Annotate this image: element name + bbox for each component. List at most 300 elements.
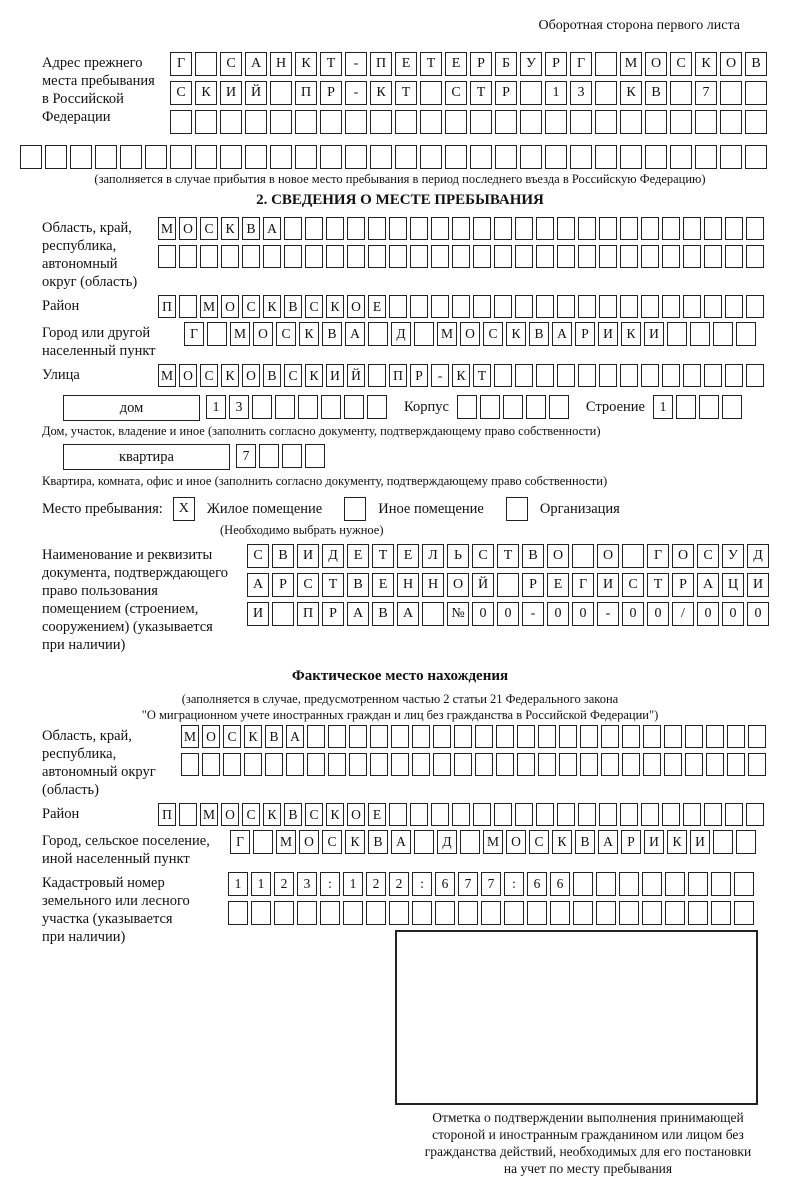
char-box[interactable] — [620, 364, 638, 387]
char-box[interactable] — [641, 217, 659, 240]
char-box[interactable] — [420, 145, 442, 169]
stay-checkbox-inoe[interactable] — [344, 497, 366, 521]
char-box[interactable]: С — [242, 803, 260, 826]
char-box[interactable] — [297, 901, 317, 925]
char-box[interactable]: М — [276, 830, 296, 854]
char-box[interactable] — [368, 245, 386, 268]
char-box[interactable] — [265, 753, 283, 776]
char-box[interactable] — [228, 901, 248, 925]
stay-checkbox-zhiloe[interactable]: X — [173, 497, 195, 521]
char-box[interactable] — [727, 725, 745, 748]
char-box[interactable] — [366, 901, 386, 925]
char-box[interactable] — [282, 444, 302, 468]
char-box[interactable]: И — [598, 322, 618, 346]
char-box[interactable]: Р — [322, 602, 344, 626]
char-box[interactable]: П — [158, 803, 176, 826]
char-box[interactable]: О — [547, 544, 569, 568]
char-box[interactable] — [305, 217, 323, 240]
char-box[interactable] — [641, 803, 659, 826]
char-box[interactable] — [494, 364, 512, 387]
char-box[interactable] — [527, 901, 547, 925]
char-box[interactable] — [736, 322, 756, 346]
char-box[interactable] — [643, 753, 661, 776]
char-box[interactable]: Т — [647, 573, 669, 597]
char-box[interactable] — [670, 110, 692, 134]
char-box[interactable] — [45, 145, 67, 169]
char-box[interactable]: С — [305, 803, 323, 826]
char-box[interactable]: Б — [495, 52, 517, 76]
char-box[interactable] — [670, 145, 692, 169]
char-box[interactable]: К — [695, 52, 717, 76]
char-box[interactable] — [473, 803, 491, 826]
char-box[interactable] — [725, 295, 743, 318]
char-box[interactable] — [545, 145, 567, 169]
char-box[interactable] — [570, 110, 592, 134]
char-box[interactable]: О — [347, 295, 365, 318]
char-box[interactable] — [515, 245, 533, 268]
char-box[interactable] — [473, 245, 491, 268]
char-box[interactable] — [412, 725, 430, 748]
char-box[interactable] — [220, 145, 242, 169]
char-box[interactable] — [452, 217, 470, 240]
char-box[interactable]: О — [253, 322, 273, 346]
char-box[interactable] — [570, 145, 592, 169]
char-box[interactable]: Ь — [447, 544, 469, 568]
char-box[interactable]: - — [345, 81, 367, 105]
char-box[interactable]: С — [697, 544, 719, 568]
char-box[interactable]: 2 — [366, 872, 386, 896]
char-box[interactable] — [601, 725, 619, 748]
char-box[interactable]: 1 — [545, 81, 567, 105]
char-box[interactable]: С — [284, 364, 302, 387]
char-box[interactable] — [711, 872, 731, 896]
char-box[interactable] — [473, 217, 491, 240]
char-box[interactable] — [683, 295, 701, 318]
char-box[interactable] — [274, 901, 294, 925]
char-box[interactable]: П — [158, 295, 176, 318]
char-box[interactable]: С — [472, 544, 494, 568]
char-box[interactable]: С — [220, 52, 242, 76]
char-box[interactable] — [422, 602, 444, 626]
char-box[interactable]: М — [620, 52, 642, 76]
char-box[interactable]: Г — [170, 52, 192, 76]
char-box[interactable]: К — [326, 803, 344, 826]
char-box[interactable] — [662, 245, 680, 268]
char-box[interactable]: Ц — [722, 573, 744, 597]
char-box[interactable] — [272, 602, 294, 626]
char-box[interactable]: Е — [368, 803, 386, 826]
char-box[interactable]: С — [445, 81, 467, 105]
char-box[interactable]: Н — [397, 573, 419, 597]
char-box[interactable] — [503, 395, 523, 419]
char-box[interactable] — [202, 753, 220, 776]
char-box[interactable]: К — [620, 81, 642, 105]
char-box[interactable]: С — [297, 573, 319, 597]
char-box[interactable] — [545, 110, 567, 134]
char-box[interactable]: Г — [570, 52, 592, 76]
char-box[interactable]: 1 — [228, 872, 248, 896]
char-box[interactable]: Р — [410, 364, 428, 387]
char-box[interactable] — [725, 217, 743, 240]
char-box[interactable] — [452, 803, 470, 826]
char-box[interactable] — [557, 803, 575, 826]
char-box[interactable]: Й — [245, 81, 267, 105]
char-box[interactable]: А — [286, 725, 304, 748]
char-box[interactable]: 7 — [236, 444, 256, 468]
char-box[interactable] — [270, 145, 292, 169]
char-box[interactable] — [295, 110, 317, 134]
char-box[interactable] — [704, 295, 722, 318]
char-box[interactable] — [720, 110, 742, 134]
char-box[interactable] — [536, 245, 554, 268]
char-box[interactable]: Д — [391, 322, 411, 346]
char-box[interactable]: В — [272, 544, 294, 568]
char-box[interactable]: М — [230, 322, 250, 346]
char-box[interactable] — [596, 901, 616, 925]
char-box[interactable]: Й — [347, 364, 365, 387]
char-box[interactable]: К — [305, 364, 323, 387]
char-box[interactable] — [515, 217, 533, 240]
char-box[interactable] — [345, 145, 367, 169]
char-box[interactable] — [433, 725, 451, 748]
char-box[interactable] — [494, 295, 512, 318]
char-box[interactable] — [734, 872, 754, 896]
char-box[interactable] — [595, 52, 617, 76]
char-box[interactable] — [389, 295, 407, 318]
char-box[interactable]: И — [644, 830, 664, 854]
char-box[interactable] — [497, 573, 519, 597]
char-box[interactable] — [414, 830, 434, 854]
char-box[interactable]: 6 — [527, 872, 547, 896]
char-box[interactable] — [722, 395, 742, 419]
char-box[interactable] — [170, 110, 192, 134]
char-box[interactable] — [452, 245, 470, 268]
char-box[interactable]: М — [200, 295, 218, 318]
char-box[interactable] — [410, 803, 428, 826]
char-box[interactable] — [676, 395, 696, 419]
char-box[interactable]: Н — [270, 52, 292, 76]
char-box[interactable]: А — [263, 217, 281, 240]
char-box[interactable]: С — [670, 52, 692, 76]
char-box[interactable]: О — [460, 322, 480, 346]
char-box[interactable]: Н — [422, 573, 444, 597]
char-box[interactable] — [395, 110, 417, 134]
char-box[interactable] — [320, 145, 342, 169]
char-box[interactable]: 1 — [653, 395, 673, 419]
char-box[interactable] — [620, 245, 638, 268]
char-box[interactable]: О — [179, 364, 197, 387]
char-box[interactable] — [688, 901, 708, 925]
char-box[interactable] — [349, 725, 367, 748]
char-box[interactable]: 6 — [435, 872, 455, 896]
char-box[interactable] — [578, 803, 596, 826]
char-box[interactable] — [641, 295, 659, 318]
char-box[interactable]: 2 — [389, 872, 409, 896]
char-box[interactable]: 0 — [647, 602, 669, 626]
char-box[interactable] — [620, 110, 642, 134]
char-box[interactable] — [704, 364, 722, 387]
char-box[interactable] — [95, 145, 117, 169]
char-box[interactable] — [270, 110, 292, 134]
char-box[interactable] — [620, 145, 642, 169]
char-box[interactable] — [517, 753, 535, 776]
char-box[interactable] — [619, 872, 639, 896]
char-box[interactable] — [470, 145, 492, 169]
char-box[interactable]: 7 — [481, 872, 501, 896]
char-box[interactable] — [391, 725, 409, 748]
char-box[interactable] — [599, 295, 617, 318]
char-box[interactable] — [457, 395, 477, 419]
char-box[interactable] — [431, 245, 449, 268]
char-box[interactable]: В — [575, 830, 595, 854]
char-box[interactable]: И — [597, 573, 619, 597]
char-box[interactable]: 0 — [722, 602, 744, 626]
char-box[interactable]: О — [597, 544, 619, 568]
char-box[interactable] — [642, 872, 662, 896]
char-box[interactable] — [284, 217, 302, 240]
char-box[interactable]: : — [412, 872, 432, 896]
char-box[interactable]: У — [722, 544, 744, 568]
char-box[interactable]: В — [372, 602, 394, 626]
char-box[interactable]: К — [452, 364, 470, 387]
char-box[interactable] — [389, 901, 409, 925]
char-box[interactable] — [494, 803, 512, 826]
char-box[interactable] — [538, 725, 556, 748]
char-box[interactable]: К — [506, 322, 526, 346]
char-box[interactable]: : — [320, 872, 340, 896]
char-box[interactable]: К — [552, 830, 572, 854]
char-box[interactable]: О — [672, 544, 694, 568]
char-box[interactable] — [195, 52, 217, 76]
char-box[interactable] — [435, 901, 455, 925]
char-box[interactable]: В — [745, 52, 767, 76]
char-box[interactable] — [389, 217, 407, 240]
char-box[interactable] — [695, 145, 717, 169]
char-box[interactable]: К — [263, 803, 281, 826]
char-box[interactable]: А — [397, 602, 419, 626]
char-box[interactable]: С — [223, 725, 241, 748]
char-box[interactable] — [578, 364, 596, 387]
char-box[interactable] — [470, 110, 492, 134]
char-box[interactable] — [251, 901, 271, 925]
char-box[interactable]: К — [370, 81, 392, 105]
char-box[interactable] — [412, 753, 430, 776]
char-box[interactable]: Л — [422, 544, 444, 568]
char-box[interactable] — [431, 295, 449, 318]
char-box[interactable]: М — [181, 725, 199, 748]
char-box[interactable]: О — [221, 803, 239, 826]
char-box[interactable] — [349, 753, 367, 776]
char-box[interactable] — [431, 803, 449, 826]
char-box[interactable] — [550, 901, 570, 925]
char-box[interactable]: Е — [347, 544, 369, 568]
char-box[interactable] — [480, 395, 500, 419]
char-box[interactable] — [699, 395, 719, 419]
char-box[interactable]: Р — [621, 830, 641, 854]
char-box[interactable] — [727, 753, 745, 776]
char-box[interactable] — [320, 110, 342, 134]
char-box[interactable]: С — [200, 364, 218, 387]
char-box[interactable] — [307, 753, 325, 776]
char-box[interactable] — [520, 81, 542, 105]
char-box[interactable] — [736, 830, 756, 854]
char-box[interactable]: 6 — [550, 872, 570, 896]
char-box[interactable] — [536, 364, 554, 387]
char-box[interactable] — [242, 245, 260, 268]
char-box[interactable]: 0 — [472, 602, 494, 626]
char-box[interactable] — [595, 110, 617, 134]
stay-checkbox-organizaciya[interactable] — [506, 497, 528, 521]
char-box[interactable] — [252, 395, 272, 419]
char-box[interactable]: К — [221, 364, 239, 387]
char-box[interactable] — [685, 725, 703, 748]
char-box[interactable]: К — [221, 217, 239, 240]
char-box[interactable] — [495, 145, 517, 169]
char-box[interactable] — [179, 245, 197, 268]
char-box[interactable] — [286, 753, 304, 776]
char-box[interactable] — [559, 725, 577, 748]
char-box[interactable]: Г — [572, 573, 594, 597]
char-box[interactable] — [725, 364, 743, 387]
char-box[interactable] — [431, 217, 449, 240]
char-box[interactable]: С — [200, 217, 218, 240]
char-box[interactable]: А — [552, 322, 572, 346]
char-box[interactable]: 3 — [297, 872, 317, 896]
char-box[interactable] — [145, 145, 167, 169]
char-box[interactable] — [275, 395, 295, 419]
char-box[interactable] — [745, 145, 767, 169]
char-box[interactable] — [711, 901, 731, 925]
char-box[interactable] — [412, 901, 432, 925]
char-box[interactable] — [557, 295, 575, 318]
char-box[interactable]: В — [522, 544, 544, 568]
char-box[interactable] — [305, 245, 323, 268]
char-box[interactable]: Д — [747, 544, 769, 568]
char-box[interactable] — [595, 145, 617, 169]
char-box[interactable] — [389, 803, 407, 826]
char-box[interactable] — [557, 364, 575, 387]
char-box[interactable] — [270, 81, 292, 105]
char-box[interactable] — [295, 145, 317, 169]
char-box[interactable] — [665, 872, 685, 896]
char-box[interactable]: В — [263, 364, 281, 387]
char-box[interactable] — [395, 145, 417, 169]
char-box[interactable] — [343, 901, 363, 925]
char-box[interactable] — [664, 753, 682, 776]
char-box[interactable] — [307, 725, 325, 748]
char-box[interactable]: А — [391, 830, 411, 854]
char-box[interactable] — [245, 145, 267, 169]
char-box[interactable] — [578, 295, 596, 318]
char-box[interactable]: Д — [437, 830, 457, 854]
char-box[interactable]: И — [297, 544, 319, 568]
char-box[interactable]: № — [447, 602, 469, 626]
char-box[interactable]: 1 — [343, 872, 363, 896]
char-box[interactable]: А — [247, 573, 269, 597]
char-box[interactable]: О — [447, 573, 469, 597]
char-box[interactable] — [410, 295, 428, 318]
char-box[interactable] — [664, 725, 682, 748]
char-box[interactable]: М — [437, 322, 457, 346]
char-box[interactable] — [515, 364, 533, 387]
char-box[interactable] — [706, 753, 724, 776]
char-box[interactable] — [158, 245, 176, 268]
char-box[interactable]: 0 — [697, 602, 719, 626]
char-box[interactable]: И — [247, 602, 269, 626]
char-box[interactable]: Е — [372, 573, 394, 597]
char-box[interactable] — [321, 395, 341, 419]
char-box[interactable] — [420, 110, 442, 134]
char-box[interactable]: В — [529, 322, 549, 346]
char-box[interactable] — [695, 110, 717, 134]
char-box[interactable] — [578, 245, 596, 268]
char-box[interactable] — [454, 725, 472, 748]
char-box[interactable] — [370, 110, 392, 134]
char-box[interactable] — [748, 753, 766, 776]
char-box[interactable] — [573, 901, 593, 925]
char-box[interactable]: О — [299, 830, 319, 854]
char-box[interactable]: 0 — [622, 602, 644, 626]
char-box[interactable] — [473, 295, 491, 318]
char-box[interactable] — [245, 110, 267, 134]
char-box[interactable] — [70, 145, 92, 169]
char-box[interactable]: 1 — [206, 395, 226, 419]
char-box[interactable]: К — [667, 830, 687, 854]
char-box[interactable]: К — [621, 322, 641, 346]
char-box[interactable] — [389, 245, 407, 268]
char-box[interactable]: С — [529, 830, 549, 854]
char-box[interactable]: 3 — [229, 395, 249, 419]
char-box[interactable]: Е — [547, 573, 569, 597]
char-box[interactable] — [253, 830, 273, 854]
char-box[interactable]: С — [622, 573, 644, 597]
char-box[interactable]: И — [644, 322, 664, 346]
char-box[interactable] — [370, 725, 388, 748]
char-box[interactable] — [683, 245, 701, 268]
char-box[interactable]: К — [299, 322, 319, 346]
char-box[interactable]: С — [247, 544, 269, 568]
char-box[interactable] — [391, 753, 409, 776]
char-box[interactable] — [481, 901, 501, 925]
char-box[interactable] — [368, 322, 388, 346]
char-box[interactable] — [207, 322, 227, 346]
char-box[interactable]: Р — [495, 81, 517, 105]
char-box[interactable] — [326, 245, 344, 268]
char-box[interactable]: А — [347, 602, 369, 626]
char-box[interactable] — [298, 395, 318, 419]
char-box[interactable] — [746, 364, 764, 387]
char-box[interactable]: В — [265, 725, 283, 748]
char-box[interactable]: Е — [368, 295, 386, 318]
char-box[interactable] — [263, 245, 281, 268]
char-box[interactable] — [515, 803, 533, 826]
char-box[interactable] — [494, 217, 512, 240]
char-box[interactable]: В — [322, 322, 342, 346]
char-box[interactable] — [690, 322, 710, 346]
char-box[interactable]: Й — [472, 573, 494, 597]
char-box[interactable]: - — [597, 602, 619, 626]
char-box[interactable]: 0 — [747, 602, 769, 626]
char-box[interactable] — [599, 217, 617, 240]
char-box[interactable]: В — [242, 217, 260, 240]
char-box[interactable] — [557, 217, 575, 240]
char-box[interactable] — [720, 81, 742, 105]
char-box[interactable]: Р — [545, 52, 567, 76]
char-box[interactable] — [643, 725, 661, 748]
char-box[interactable]: И — [220, 81, 242, 105]
char-box[interactable]: Р — [522, 573, 544, 597]
char-box[interactable] — [195, 145, 217, 169]
